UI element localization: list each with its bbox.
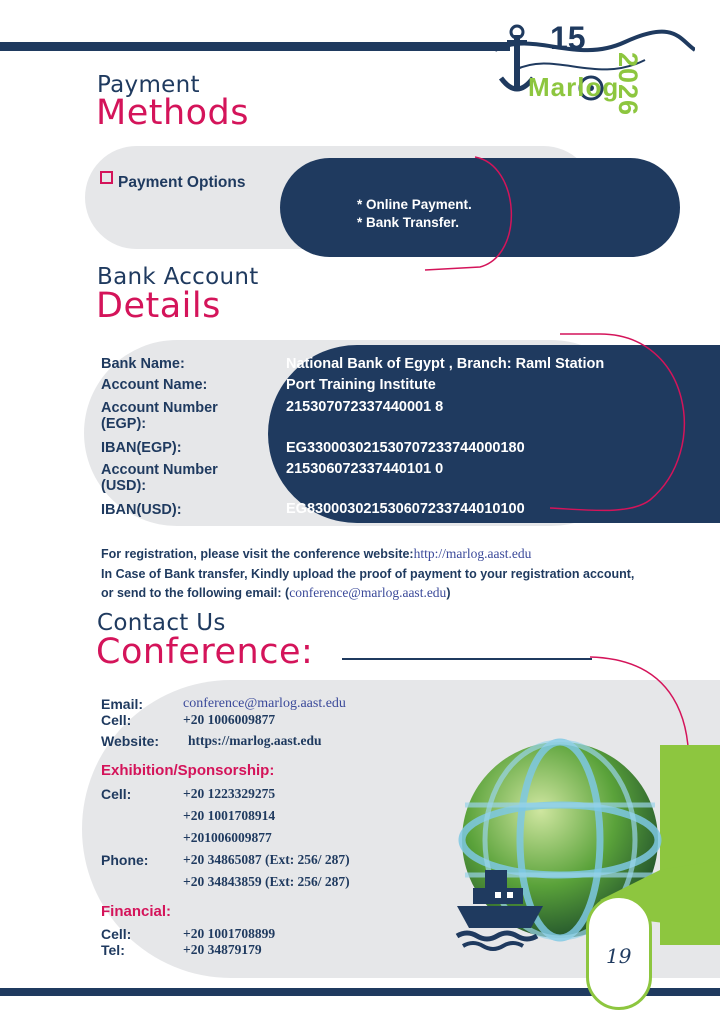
payment-accent-curve bbox=[420, 155, 540, 275]
ex-cell-1: +20 1223329275 bbox=[183, 786, 276, 801]
iban-usd-value: EG830003021530607233744010100 bbox=[286, 501, 525, 517]
iban-usd-label: IBAN(USD): bbox=[101, 502, 182, 518]
logo-number: 15 bbox=[550, 20, 586, 56]
website-label: Website: bbox=[101, 733, 160, 749]
ex-phone-2: +20 34843859 (Ext: 256/ 287) bbox=[183, 874, 350, 889]
conference-email-link[interactable]: conference@marlog.aast.edu bbox=[289, 585, 447, 600]
registration-note bbox=[101, 546, 531, 562]
account-name-label: Account Name: bbox=[101, 377, 208, 393]
account-egp-label: Account Number (EGP): bbox=[101, 400, 218, 432]
payment-option-online: * Online Payment. bbox=[357, 197, 472, 212]
top-rule bbox=[0, 42, 510, 51]
cell-label: Cell: bbox=[101, 712, 132, 728]
logo-wordmark: Marlog bbox=[528, 72, 620, 102]
ex-cell-2: +20 1001708914 bbox=[183, 808, 276, 823]
contact-email-value[interactable]: conference@marlog.aast.edu bbox=[183, 696, 346, 711]
account-usd-value: 215306072337440101 0 bbox=[286, 461, 444, 477]
email-label: Email: bbox=[101, 696, 144, 712]
ship-icon bbox=[455, 862, 550, 952]
fin-cell-value: +20 1001708899 bbox=[183, 926, 276, 941]
marlog-logo bbox=[495, 20, 695, 117]
payment-title-big: Methods bbox=[96, 93, 250, 133]
bank-title-big: Details bbox=[96, 286, 221, 326]
exhibition-title: Exhibition/Sponsorship: bbox=[101, 762, 275, 779]
contact-title-small: Contact Us bbox=[97, 610, 226, 636]
ex-phone-1: +20 34865087 (Ext: 256/ 287) bbox=[183, 852, 350, 867]
bank-name-label: Bank Name: bbox=[101, 356, 185, 372]
website-value[interactable]: https://marlog.aast.edu bbox=[188, 733, 322, 748]
fin-tel-value: +20 34879179 bbox=[183, 942, 262, 957]
email-note-end: ) bbox=[446, 586, 451, 600]
bank-title-small: Bank Account bbox=[97, 264, 259, 290]
payment-title-small: Payment bbox=[97, 72, 200, 98]
bank-name-value: National Bank of Egypt , Branch: Raml Station bbox=[286, 356, 605, 372]
fin-cell-label: Cell: bbox=[101, 926, 132, 942]
financial-title: Financial: bbox=[101, 903, 172, 920]
registration-note-text: For registration, please visit the conference website: bbox=[101, 547, 414, 561]
email-note bbox=[101, 585, 450, 601]
payment-option-bank: * Bank Transfer. bbox=[357, 215, 460, 230]
ex-cell-3: +201006009877 bbox=[183, 830, 272, 845]
cell-value: +20 1006009877 bbox=[183, 712, 276, 727]
iban-egp-label: IBAN(EGP): bbox=[101, 440, 182, 456]
checkbox-icon bbox=[100, 171, 113, 184]
ex-phone-label: Phone: bbox=[101, 852, 149, 868]
account-name-value: Port Training Institute bbox=[286, 377, 436, 393]
account-usd-label: Account Number (USD): bbox=[101, 462, 218, 494]
fin-tel-label: Tel: bbox=[101, 942, 125, 958]
email-note-text: or send to the following email: ( bbox=[101, 586, 290, 600]
contact-title-big: Conference: bbox=[96, 632, 314, 672]
page-number: 19 bbox=[606, 944, 632, 968]
iban-egp-value: EG330003021530707233744000180 bbox=[286, 440, 525, 456]
logo-year: 2026 bbox=[613, 52, 643, 117]
payment-options-label: Payment Options bbox=[118, 174, 246, 191]
bank-transfer-note: In Case of Bank transfer, Kindly upload the proof of payment to your registration account, bbox=[101, 567, 635, 581]
ex-cell-label: Cell: bbox=[101, 786, 132, 802]
account-egp-value: 215307072337440001 8 bbox=[286, 399, 444, 415]
website-link[interactable]: http://marlog.aast.edu bbox=[413, 546, 532, 561]
